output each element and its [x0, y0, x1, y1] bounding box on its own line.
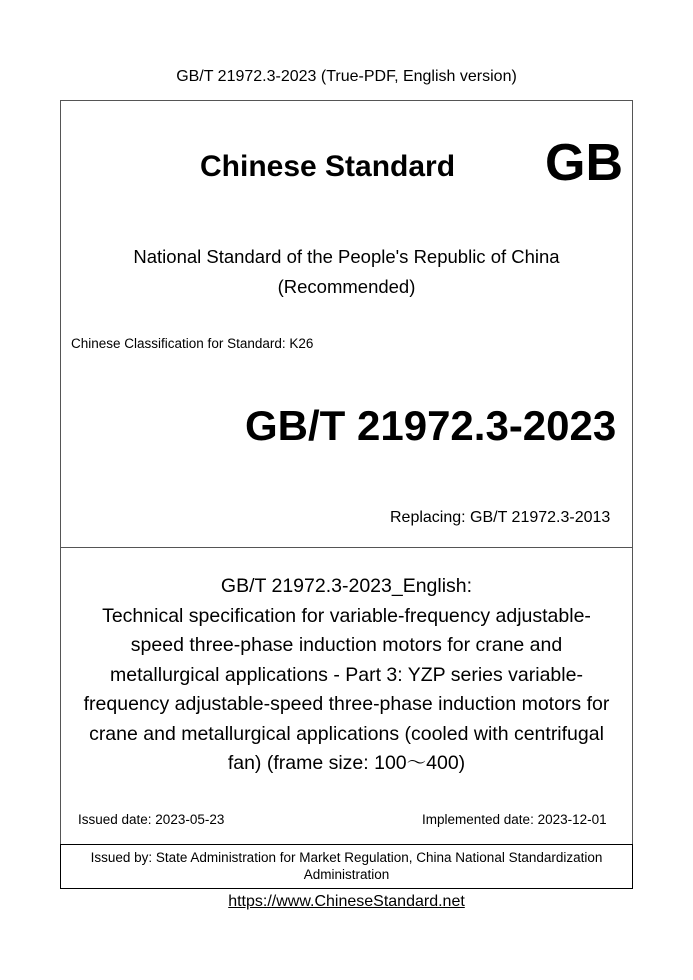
issued-date: Issued date: 2023-05-23: [78, 812, 225, 827]
standard-number: GB/T 21972.3-2023: [245, 402, 617, 449]
recommended-label: (Recommended): [277, 276, 416, 297]
issued-by-line: Issued by: State Administration for Market Regulation, China National Standardization: [90, 850, 603, 865]
title-line: fan) (frame size: 100～400): [227, 752, 466, 774]
title-line: crane and metallurgical applications (cooled with centrifugal: [89, 722, 604, 745]
national-standard-line: National Standard of the People's Republic of China: [133, 246, 560, 267]
classification-code: Chinese Classification for Standard: K26: [71, 336, 314, 351]
implemented-date: Implemented date: 2023-12-01: [422, 812, 607, 827]
title-line: Technical specification for variable-frequency adjustable-: [102, 604, 591, 627]
chinese-standard-heading: Chinese Standard: [200, 150, 456, 183]
title-line: metallurgical applications - Part 3: YZP series variable-: [110, 663, 583, 686]
website-link[interactable]: https://www.ChineseStandard.net: [228, 893, 465, 910]
issued-by-text: [62, 849, 631, 883]
replacing-standard: Replacing: GB/T 21972.3-2013: [390, 509, 611, 526]
title-line: frequency adjustable-speed three-phase induction motors for: [83, 693, 610, 715]
title-line: speed three-phase induction motors for crane and: [130, 634, 563, 656]
title-line: GB/T 21972.3-2023_English:: [220, 575, 473, 597]
issued-by-line: Administration: [303, 867, 390, 882]
document-header-title: GB/T 21972.3-2023 (True-PDF, English version): [176, 68, 517, 85]
gb-logo-mark: GB: [545, 134, 623, 192]
english-title-block: [62, 572, 631, 779]
